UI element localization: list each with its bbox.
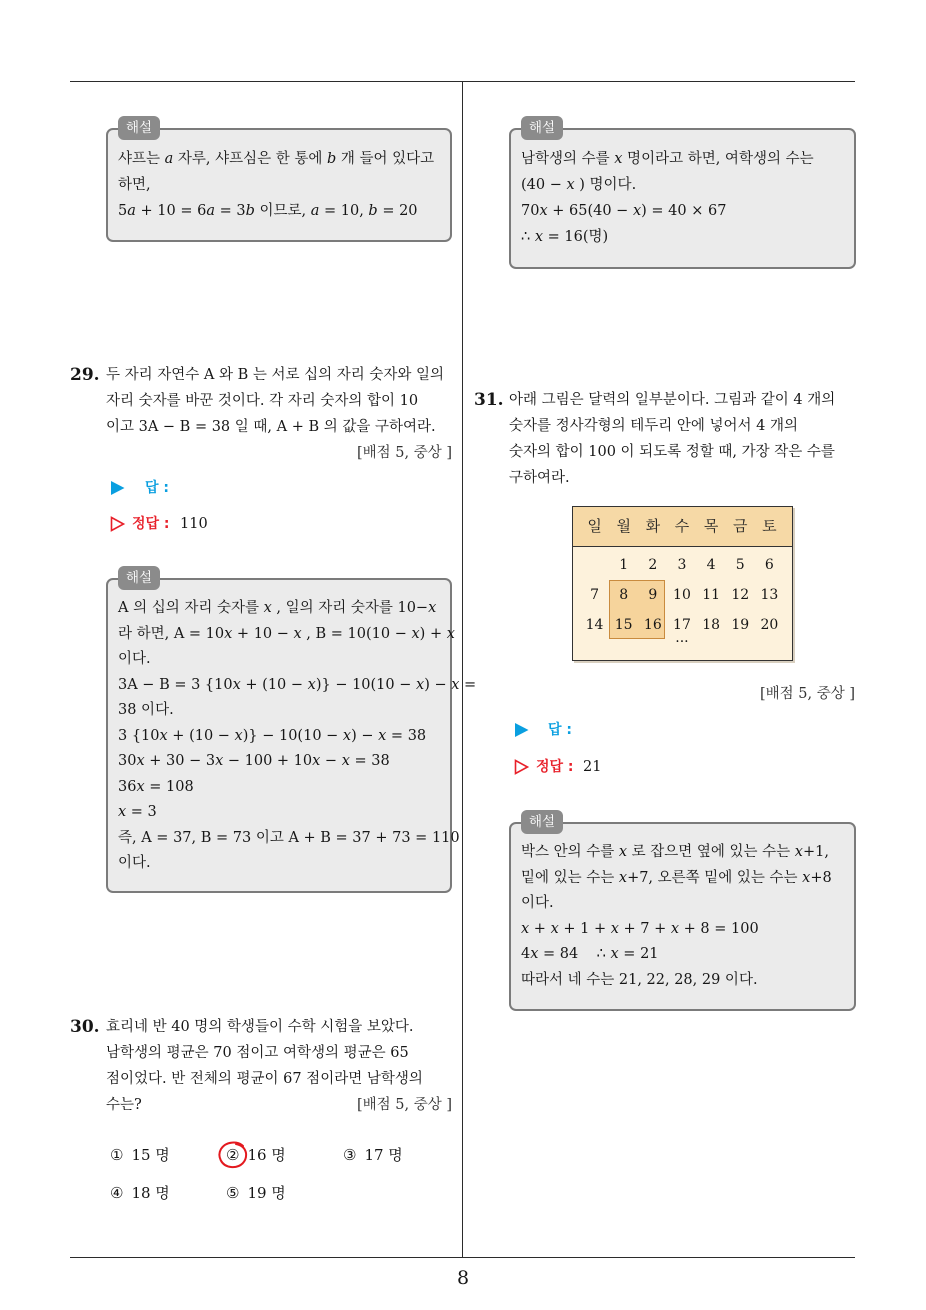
solution-line: x = 3 [118, 804, 157, 820]
problem-30 [70, 1014, 452, 1118]
answer-label: 답 : [145, 480, 169, 496]
problem-number: 30. [70, 1017, 100, 1037]
solution-tag: 해설 [118, 116, 160, 140]
problem-line: 점이었다. 반 전체의 평균이 67 점이라면 남학생의 [106, 1071, 423, 1087]
column-divider [462, 82, 463, 1258]
answer-row-29 [110, 476, 310, 500]
correct-answer-value: 110 [180, 516, 208, 532]
option-mark: ① [110, 1146, 124, 1164]
calendar-date: 20 [760, 617, 779, 633]
solution-line: 4x = 84 ∴ x = 21 [521, 946, 659, 963]
problem-text [106, 362, 452, 440]
solution-line: 이다. [521, 895, 554, 912]
option-text: 19 명 [247, 1184, 286, 1202]
solution-box-previous-left [106, 120, 452, 242]
calendar-date: 18 [702, 617, 721, 633]
calendar-date: 12 [731, 587, 750, 603]
problem-29 [70, 362, 452, 466]
solution-line: (40 − x ) 명이다. [521, 177, 637, 193]
option-mark: ③ [343, 1146, 357, 1164]
solution-line: 70x + 65(40 − x) = 40 × 67 [521, 203, 727, 219]
outline-triangle-right-icon [514, 755, 530, 779]
calendar-date: 10 [673, 587, 691, 603]
answer-label: 답 : [548, 722, 572, 738]
solution-tag: 해설 [118, 566, 160, 590]
calendar-header-row [573, 507, 792, 547]
option-text: 17 명 [364, 1146, 403, 1164]
solution-text [118, 596, 477, 877]
outline-triangle-right-icon [110, 512, 126, 536]
solution-text [118, 146, 442, 224]
option-text: 18 명 [131, 1184, 170, 1202]
solution-line: x + x + 1 + x + 7 + x + 8 = 100 [521, 920, 759, 937]
problem-line: 자리 숫자를 바꾼 것이다. 각 자리 숫자의 합이 10 [106, 393, 419, 409]
calendar-weekday: 월 [616, 517, 631, 535]
solution-box-31 [509, 814, 856, 1011]
option-4 [110, 1180, 170, 1206]
solution-box-30 [509, 120, 856, 269]
problem-line: 이고 3A − B = 38 일 때, A + B 의 값을 구하여라. [106, 419, 436, 435]
calendar-date: 17 [673, 617, 691, 633]
option-mark: ④ [110, 1184, 124, 1202]
solution-line: 5a + 10 = 6a = 3b 이므로, a = 10, b = 20 [118, 203, 418, 219]
page-number: 8 [456, 1267, 470, 1289]
correct-answer-label: 정답 : [132, 516, 170, 532]
correct-answer-row-29 [110, 512, 310, 536]
problem-text [106, 1014, 452, 1092]
solution-line: 샤프는 a 자루, 샤프심은 한 통에 b 개 들어 있다고 [118, 151, 435, 167]
solution-line: 박스 안의 수를 x 로 잡으면 옆에 있는 수는 x+1, [521, 844, 829, 860]
solution-line: 이다. [118, 651, 151, 667]
problem-number: 31. [474, 390, 504, 410]
solution-line: 따라서 네 수는 21, 22, 28, 29 이다. [521, 971, 758, 988]
calendar-date: 11 [702, 587, 721, 603]
calendar-weekday: 목 [703, 517, 719, 535]
calendar-weekday: 일 [587, 517, 602, 535]
problem-line: 수는? [106, 1097, 142, 1113]
calendar-weekday: 토 [762, 517, 777, 535]
filled-triangle-right-icon [514, 718, 530, 742]
solution-tag: 해설 [521, 810, 563, 834]
calendar-ellipsis: ... [675, 630, 689, 646]
calendar-figure [572, 506, 793, 661]
option-2 [226, 1142, 286, 1168]
option-text: 16 명 [247, 1146, 286, 1164]
calendar-date: 4 [706, 557, 716, 573]
calendar-date-boxed: 16 [643, 617, 662, 633]
problem-line: 숫자를 정사각형의 테두리 안에 넣어서 4 개의 [509, 418, 799, 434]
correct-answer-label: 정답 : [536, 759, 574, 775]
problem-31 [474, 387, 856, 491]
filled-triangle-right-icon [110, 476, 126, 500]
problem-line: 숫자의 합이 100 이 되도록 정할 때, 가장 작은 수를 [509, 444, 835, 460]
calendar-date-boxed: 9 [648, 587, 658, 603]
solution-text [521, 146, 846, 250]
calendar-date-boxed: 15 [614, 617, 633, 633]
solution-line: ∴ x = 16(명) [521, 229, 609, 245]
solution-line: 30x + 30 − 3x − 100 + 10x − x = 38 [118, 753, 390, 769]
answer-row-31 [514, 718, 714, 742]
solution-line: 이다. [118, 855, 151, 871]
solution-line: 3 {10x + (10 − x)} − 10(10 − x) − x = 38 [118, 727, 427, 744]
solution-text [521, 840, 846, 994]
calendar-date: 7 [590, 587, 600, 603]
calendar-weekday: 수 [674, 517, 690, 535]
calendar-date: 5 [735, 557, 745, 573]
problem-text [509, 387, 856, 491]
problem-body [106, 1014, 452, 1118]
problem-line: 두 자리 자연수 A 와 B 는 서로 십의 자리 숫자와 일의 [106, 367, 444, 383]
solution-line: 3A − B = 3 {10x + (10 − x)} − 10(10 − x) − x = [118, 676, 477, 693]
calendar-date: 1 [619, 557, 629, 573]
solution-line: 밑에 있는 수는 x+7, 오른쪽 밑에 있는 수는 x+8 [521, 869, 832, 886]
score-label: [배점 5, 중상 ] [356, 445, 452, 461]
solution-line: 라 하면, A = 10x + 10 − x , B = 10(10 − x) + x [118, 625, 455, 642]
score-label: [배점 5, 중상 ] [759, 686, 855, 702]
problem-body [509, 387, 856, 491]
score-label: [배점 5, 중상 ] [356, 1097, 452, 1113]
problem-line: 남학생의 평균은 70 점이고 여학생의 평균은 65 [106, 1045, 409, 1061]
solution-box-29 [106, 570, 477, 893]
option-mark: ② [226, 1142, 239, 1168]
solution-line: 38 이다. [118, 702, 174, 718]
solution-line: 하면, [118, 177, 151, 193]
calendar-date: 19 [731, 617, 750, 633]
calendar-date: 2 [648, 557, 658, 573]
option-1 [110, 1142, 170, 1168]
correct-answer-row-31 [514, 755, 714, 779]
solution-line: A 의 십의 자리 숫자를 x , 일의 자리 숫자를 10−x [118, 600, 437, 616]
calendar-date: 6 [764, 557, 774, 573]
option-3 [343, 1142, 403, 1168]
problem-line: 효리네 반 40 명의 학생들이 수학 시험을 보았다. [106, 1019, 414, 1035]
option-mark: ⑤ [226, 1184, 240, 1202]
solution-line: 36x = 108 [118, 778, 194, 795]
option-text: 15 명 [131, 1146, 170, 1164]
calendar-date: 13 [760, 587, 779, 603]
solution-line: 남학생의 수를 x 명이라고 하면, 여학생의 수는 [521, 151, 814, 167]
calendar-date: 3 [677, 557, 687, 573]
problem-body [106, 362, 452, 466]
calendar-date-boxed: 8 [619, 587, 629, 603]
option-5 [226, 1180, 286, 1206]
solution-tag: 해설 [521, 116, 563, 140]
correct-answer-value: 21 [583, 759, 602, 775]
bottom-rule [70, 1257, 855, 1258]
calendar-weekday: 화 [645, 517, 661, 535]
calendar-weekday: 금 [732, 517, 748, 535]
calendar-date: 14 [585, 617, 604, 633]
selected-answer-circle-icon [217, 1140, 249, 1170]
problem-last-line [106, 1092, 452, 1118]
problem-number: 29. [70, 365, 100, 385]
problem-line: 구하여라. [509, 470, 570, 486]
problem-line: 아래 그림은 달력의 일부분이다. 그림과 같이 4 개의 [509, 392, 836, 408]
calendar-body [573, 547, 792, 659]
solution-line: 즉, A = 37, B = 73 이고 A + B = 37 + 73 = 110 [118, 829, 460, 846]
